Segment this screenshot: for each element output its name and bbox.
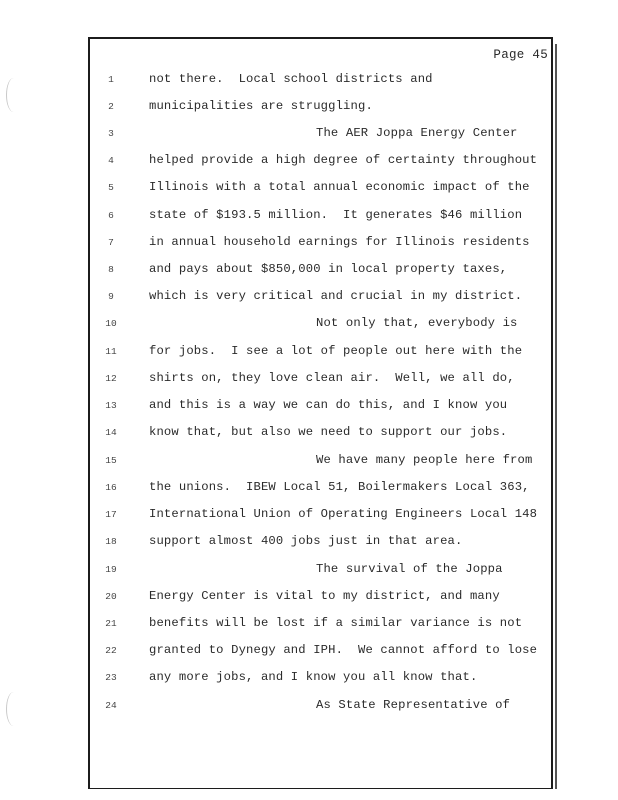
line-number: 7 [108,237,114,248]
line-number: 12 [105,373,117,384]
transcript-line: not there. Local school districts and [149,72,433,86]
transcript-line: and pays about $850,000 in local property taxes, [149,262,508,276]
scan-artifact-top [6,78,21,112]
line-number: 5 [108,182,114,193]
line-number: 18 [105,536,117,547]
line-number: 11 [105,346,117,357]
line-number: 22 [105,645,117,656]
line-number: 8 [108,264,114,275]
transcript-line: The AER Joppa Energy Center [316,126,518,140]
line-number: 10 [105,318,117,329]
transcript-line: any more jobs, and I know you all know that. [149,670,478,684]
transcript-line: helped provide a high degree of certainty throughout [149,153,538,167]
transcript-line: which is very critical and crucial in my district. [149,289,523,303]
transcript-line: We have many people here from [316,453,533,467]
transcript-line: state of $193.5 million. It generates $46 million [149,208,523,222]
line-number: 20 [105,591,117,602]
line-number: 16 [105,482,117,493]
line-number: 6 [108,210,114,221]
line-number: 9 [108,291,114,302]
line-number: 4 [108,155,114,166]
transcript-line: shirts on, they love clean air. Well, we all do, [149,371,515,385]
transcript-line: granted to Dynegy and IPH. We cannot afford to lose [149,643,538,657]
line-number: 15 [105,455,117,466]
page-border-shadow [555,44,557,789]
line-number: 14 [105,427,117,438]
transcript-line: support almost 400 jobs just in that area. [149,534,463,548]
transcript-line: in annual household earnings for Illinois residents [149,235,530,249]
transcript-line: The survival of the Joppa [316,562,503,576]
transcript-line: Not only that, everybody is [316,316,518,330]
transcript-line: know that, but also we need to support our jobs. [149,425,508,439]
line-number: 21 [105,618,117,629]
transcript-line: benefits will be lost if a similar variance is not [149,616,523,630]
line-number: 13 [105,400,117,411]
transcript-line: As State Representative of [316,698,511,712]
transcript-line: Energy Center is vital to my district, and many [149,589,500,603]
transcript-line: International Union of Operating Engineers Local 148 [149,507,538,521]
transcript-line: Illinois with a total annual economic impact of the [149,180,530,194]
line-number: 19 [105,564,117,575]
line-number: 17 [105,509,117,520]
transcript-line: for jobs. I see a lot of people out here with the [149,344,523,358]
line-number: 23 [105,672,117,683]
scan-artifact-bottom [6,692,21,726]
line-number: 2 [108,101,114,112]
line-number: 3 [108,128,114,139]
line-number: 24 [105,700,117,711]
transcript-line: municipalities are struggling. [149,99,373,113]
transcript-line: and this is a way we can do this, and I know you [149,398,508,412]
line-number: 1 [108,74,114,85]
transcript-line: the unions. IBEW Local 51, Boilermakers Local 363, [149,480,530,494]
page-number: Page 45 [493,48,548,62]
